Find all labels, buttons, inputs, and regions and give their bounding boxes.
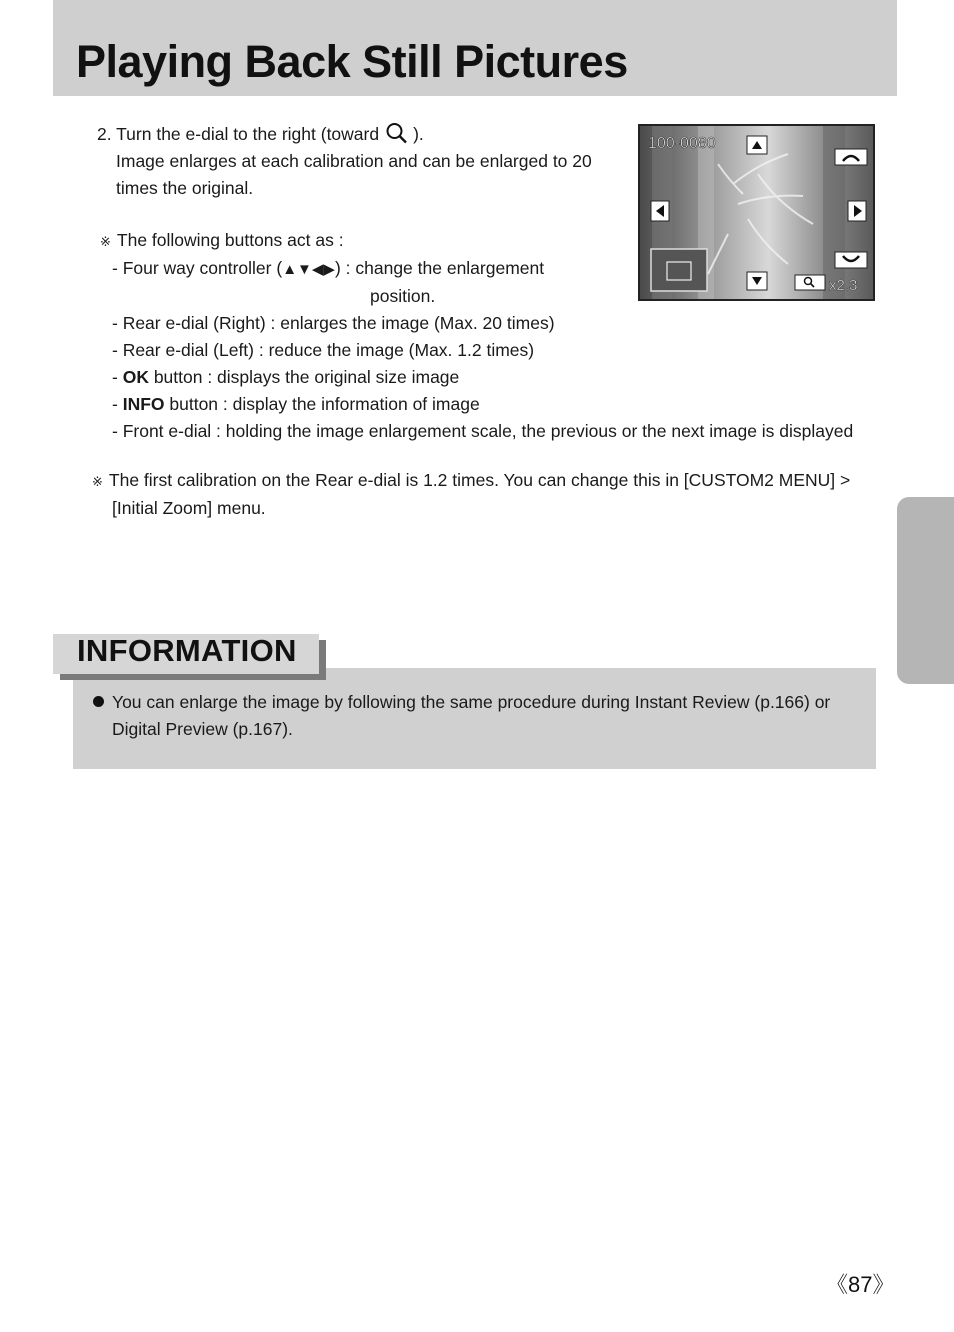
step-text-line3: times the original.	[116, 178, 254, 198]
bullet-icon	[93, 696, 104, 707]
ok-note: button : displays the original size image	[148, 367, 460, 387]
zoom-level: x2.3	[829, 277, 858, 294]
information-text	[93, 689, 830, 743]
information-label: INFORMATION	[77, 633, 297, 668]
rear-dial-right-note: - Rear e-dial (Right) : enlarges the image (Max. 20 times)	[112, 313, 555, 333]
calibration-note	[92, 467, 850, 522]
step-text-line2: Image enlarges at each calibration and can be enlarged to 20	[116, 151, 592, 171]
info-button-label: INFO	[122, 394, 165, 414]
four-way-text-b: ) : change the enlargement	[334, 258, 545, 278]
info-prefix: -	[112, 394, 123, 414]
info-note: button : display the information of image	[164, 394, 480, 414]
side-tab	[897, 497, 954, 684]
page-title: Playing Back Still Pictures	[76, 36, 628, 87]
page-number: 《87》	[826, 1272, 895, 1297]
ok-label: OK	[122, 367, 149, 387]
information-line1: You can enlarge the image by following the same procedure during Instant Review (p.166) or	[112, 692, 831, 712]
step-text-a: 2. Turn the e-dial to the right (toward	[97, 124, 380, 144]
zoom-navigator	[651, 249, 707, 291]
information-line2: Digital Preview (p.167).	[112, 719, 293, 739]
calibration-note-line2: [Initial Zoom] menu.	[112, 498, 266, 518]
step-text-b: ).	[413, 124, 424, 144]
reference-mark: ※	[92, 474, 103, 489]
calibration-note-line1: The first calibration on the Rear e-dial is 1.2 times. You can change this in [CUSTOM2 MENU] >	[108, 470, 851, 490]
notes-intro: The following buttons act as :	[116, 230, 344, 250]
magnifier-icon	[385, 122, 409, 144]
camera-lcd-screen	[638, 124, 875, 301]
four-way-arrows: ▲▼◀▶	[282, 261, 335, 278]
four-way-cont: position.	[370, 286, 436, 306]
front-dial-note: - Front e-dial : holding the image enlargement scale, the previous or the next image is displayed	[112, 421, 854, 441]
step-instruction	[97, 121, 592, 202]
four-way-text-a: - Four way controller (	[112, 258, 283, 278]
reference-mark: ※	[100, 234, 111, 249]
ok-prefix: -	[112, 367, 123, 387]
file-number: 100-0080	[648, 135, 716, 152]
rear-dial-left-note: - Rear e-dial (Left) : reduce the image (Max. 1.2 times)	[112, 340, 535, 360]
